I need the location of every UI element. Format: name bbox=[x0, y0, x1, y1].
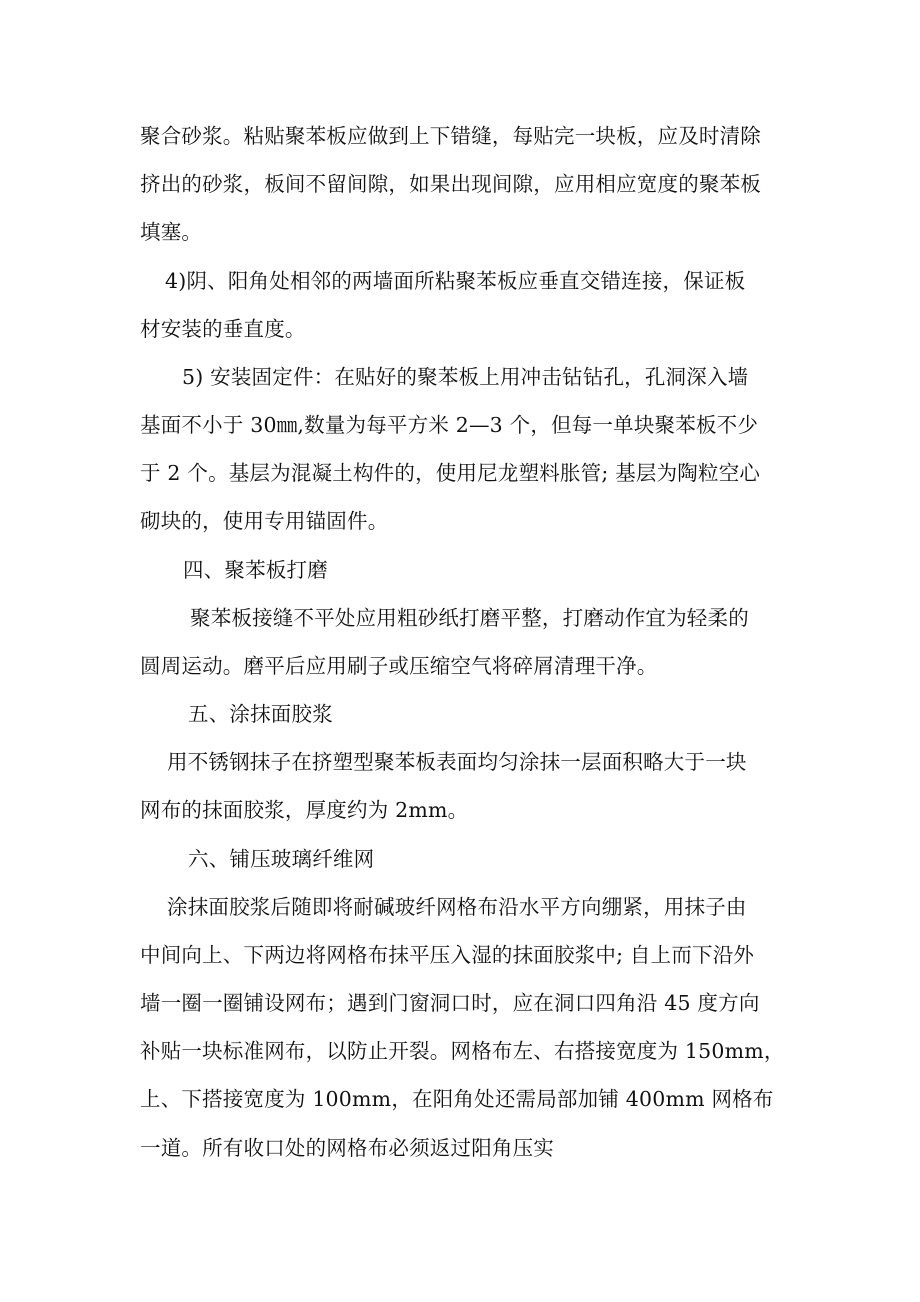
body-line: 材安装的垂直度。 bbox=[140, 317, 306, 341]
body-line: 网布的抹面胶浆，厚度约为 2mm。 bbox=[140, 798, 469, 822]
body-line: 挤出的砂浆，板间不留间隙，如果出现间隙，应用相应宽度的聚苯板 bbox=[140, 172, 761, 196]
body-line: 圆周运动。磨平后应用刷子或压缩空气将碎屑清理干净。 bbox=[140, 654, 658, 678]
section-heading: 五、涂抹面胶浆 bbox=[188, 702, 333, 726]
body-line: 用不锈钢抹子在挤塑型聚苯板表面均匀涂抹一层面积略大于一块 bbox=[167, 750, 747, 774]
body-line: 填塞。 bbox=[140, 220, 203, 244]
body-line: 墙一圈一圈铺设网布；遇到门窗洞口时，应在洞口四角沿 45 度方向 bbox=[140, 991, 760, 1015]
body-line: 4)阴、阳角处相邻的两墙面所粘聚苯板应垂直交错连接，保证板 bbox=[165, 269, 746, 293]
body-line: 砌块的，使用专用锚固件。 bbox=[140, 509, 389, 533]
body-line: 上、下搭接宽度为 100mm，在阳角处还需局部加铺 400mm 网格布 bbox=[140, 1087, 774, 1111]
body-line: 5) 安装固定件：在贴好的聚苯板上用冲击钻钻孔，孔洞深入墙 bbox=[182, 365, 749, 389]
body-line: 涂抹面胶浆后随即将耐碱玻纤网格布沿水平方向绷紧，用抹子由 bbox=[167, 895, 747, 919]
body-line: 聚苯板接缝不平处应用粗砂纸打磨平整，打磨动作宜为轻柔的 bbox=[190, 606, 749, 630]
body-line: 补贴一块标准网布，以防止开裂。网格布左、右搭接宽度为 150mm， bbox=[140, 1039, 785, 1063]
body-line: 一道。所有收口处的网格布必须返过阳角压实 bbox=[140, 1136, 554, 1160]
body-line: 中间向上、下两边将网格布抹平压入湿的抹面胶浆中; 自上而下沿外 bbox=[140, 943, 755, 967]
section-heading: 四、聚苯板打磨 bbox=[183, 558, 328, 582]
body-line: 于 2 个。基层为混凝土构件的，使用尼龙塑料胀管; 基层为陶粒空心 bbox=[140, 461, 761, 485]
body-line: 基面不小于 30㎜,数量为每平方米 2—3 个，但每一单块聚苯板不少 bbox=[140, 413, 759, 437]
section-heading: 六、铺压玻璃纤维网 bbox=[188, 847, 375, 871]
body-line: 聚合砂浆。粘贴聚苯板应做到上下错缝，每贴完一块板，应及时清除 bbox=[140, 124, 761, 148]
